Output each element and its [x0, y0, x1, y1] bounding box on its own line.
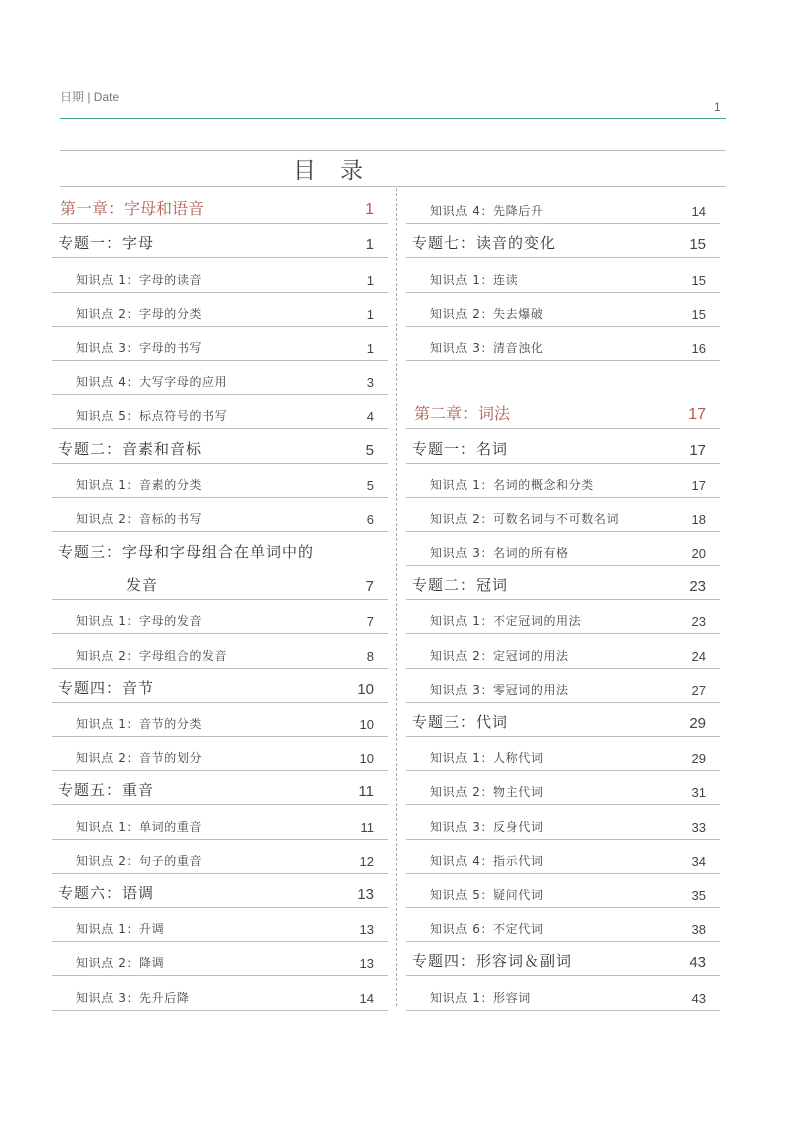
- toc-entry-text: 知识点 1：形容词: [430, 990, 531, 1005]
- toc-entry-point: [52, 805, 388, 839]
- toc-entry-text: 知识点 3：清音浊化: [430, 340, 544, 355]
- toc-entry-page: 15: [691, 272, 706, 288]
- toc-entry-point: [406, 771, 720, 805]
- toc-entry-text: 知识点 2：字母组合的发音: [76, 648, 228, 663]
- toc-entry-text: 知识点 2：可数名词与不可数名词: [430, 511, 620, 526]
- toc-entry-page: 3: [366, 375, 374, 391]
- toc-entry-page: 10: [359, 717, 374, 732]
- toc-entry-point: [52, 327, 388, 361]
- toc-entry-text: 知识点 1：连读: [430, 272, 519, 287]
- toc-entry-text: 第二章：词法: [414, 404, 511, 424]
- toc-entry-text: 知识点 1：音节的分类: [76, 717, 203, 731]
- toc-entry-page: 13: [359, 956, 374, 972]
- header-date-label: 日期 | Date: [60, 90, 120, 104]
- toc-entry-text: 发音: [126, 576, 159, 595]
- toc-entry-point: [52, 840, 388, 874]
- toc-entry-point: [406, 600, 720, 634]
- toc-entry-text: 知识点 3：名词的所有格: [430, 546, 569, 561]
- toc-entry-point: [52, 703, 388, 737]
- toc-title: 目录: [293, 158, 387, 184]
- toc-entry-topic: [52, 669, 388, 703]
- toc-entry-text: 知识点 1：不定冠词的用法: [430, 614, 582, 629]
- page-number: 1: [714, 100, 721, 114]
- toc-entry-text: 知识点 2：物主代词: [430, 785, 544, 800]
- toc-entry-page: 5: [366, 477, 374, 493]
- toc-top-rule: [60, 150, 726, 151]
- column-divider: [396, 188, 397, 1006]
- toc-entry-point: [52, 395, 388, 429]
- toc-entry-point: [406, 327, 720, 361]
- toc-entry-topic: [406, 224, 720, 258]
- toc-entry-page: 43: [689, 954, 706, 972]
- toc-title-rule: [60, 186, 726, 187]
- toc-entry-page: 4: [366, 409, 374, 425]
- toc-entry-text: 知识点 3：零冠词的用法: [430, 682, 569, 697]
- toc-entry-page: 11: [358, 783, 374, 801]
- toc-entry-page: 17: [688, 406, 706, 424]
- toc-entry-topic: [52, 874, 388, 908]
- toc-entry-point: [406, 805, 720, 839]
- toc-entry-page: 7: [365, 578, 374, 596]
- toc-entry-page: 20: [691, 546, 706, 562]
- toc-entry-text: 知识点 1：升调: [76, 922, 165, 937]
- toc-entry-page: 16: [691, 340, 706, 356]
- toc-entry-text: 专题二：冠词: [412, 576, 509, 595]
- toc-entry-topic: [52, 429, 388, 463]
- toc-entry-text: 第一章：字母和语音: [60, 199, 205, 219]
- toc-entry-page: 43: [691, 990, 706, 1006]
- toc-entry-point: [52, 361, 388, 395]
- toc-entry-page: 31: [691, 785, 706, 801]
- toc-entry-topic: [52, 532, 388, 566]
- toc-entry-chapter: [52, 190, 388, 224]
- toc-entry-page: 18: [691, 511, 706, 527]
- toc-entry-text: 专题三：代词: [412, 713, 509, 731]
- toc-entry-page: 13: [357, 885, 374, 903]
- toc-entry-page: 1: [366, 272, 374, 288]
- toc-entry-page: 27: [691, 682, 706, 698]
- toc-entry-text: 专题四：音节: [58, 678, 155, 697]
- toc-entry-point: [406, 258, 720, 292]
- toc-entry-topic: [406, 942, 720, 976]
- header-rule: [60, 118, 726, 119]
- toc-entry-page: 35: [691, 887, 706, 903]
- toc-entry-page: 1: [365, 201, 374, 219]
- toc-entry-text: 知识点 5：疑问代词: [430, 887, 544, 902]
- toc-entry-point: [52, 293, 388, 327]
- toc-entry-text: 知识点 4：先降后升: [430, 204, 544, 219]
- toc-entry-page: 10: [357, 680, 374, 698]
- toc-entry-point: [52, 737, 388, 771]
- toc-entry-topic: [52, 566, 388, 600]
- toc-entry-topic: [406, 703, 720, 737]
- toc-entry-point: [406, 669, 720, 703]
- toc-entry-text: 知识点 2：字母的分类: [76, 306, 203, 321]
- toc-entry-page: 23: [689, 578, 706, 596]
- toc-entry-point: [52, 976, 388, 1010]
- toc-entry-text: 知识点 2：失去爆破: [430, 306, 544, 321]
- toc-entry-point: [406, 874, 720, 908]
- toc-entry-text: 知识点 1：字母的发音: [76, 614, 203, 629]
- toc-entry-page: 14: [691, 204, 706, 220]
- toc-left-column: [52, 190, 388, 1011]
- toc-entry-chapter: [406, 395, 720, 429]
- toc-entry-point: [52, 258, 388, 292]
- toc-entry-point: [406, 976, 720, 1010]
- toc-entry-page: 13: [359, 922, 374, 938]
- toc-entry-text: 知识点 3：反身代词: [430, 819, 544, 834]
- toc-entry-page: 14: [359, 990, 374, 1006]
- toc-entry-topic: [406, 566, 720, 600]
- toc-entry-text: 专题七：读音的变化: [412, 234, 557, 253]
- toc-entry-text: 专题四：形容词＆副词: [412, 952, 573, 971]
- toc-entry-text: 专题一：字母: [58, 234, 155, 253]
- toc-entry-page: 7: [366, 614, 374, 630]
- toc-entry-text: 知识点 3：字母的书写: [76, 340, 203, 355]
- toc-entry-text: 知识点 1：音素的分类: [76, 477, 203, 492]
- toc-entry-page: 1: [366, 306, 374, 322]
- toc-entry-text: 知识点 4：指示代词: [430, 853, 544, 868]
- toc-entry-text: 知识点 2：音节的划分: [76, 751, 203, 766]
- toc-entry-text: 知识点 4：大写字母的应用: [76, 375, 228, 390]
- toc-entry-text: 知识点 2：音标的书写: [76, 511, 203, 526]
- toc-entry-point: [52, 498, 388, 532]
- toc-entry-text: 知识点 1：人称代词: [430, 751, 544, 766]
- toc-entry-text: 专题六：语调: [58, 883, 155, 902]
- toc-entry-page: 10: [359, 751, 374, 767]
- toc-entry-page: 15: [691, 306, 706, 322]
- toc-entry-point: [52, 908, 388, 942]
- toc-entry-text: 知识点 1：单词的重音: [76, 819, 203, 834]
- toc-entry-point: [52, 942, 388, 976]
- toc-entry-topic: [52, 224, 388, 258]
- toc-right-column: [406, 190, 720, 1011]
- toc-entry-text: 知识点 1：字母的读音: [76, 272, 203, 287]
- toc-entry-page: 1: [365, 236, 374, 254]
- toc-entry-point: [52, 464, 388, 498]
- toc-entry-page: 38: [691, 922, 706, 938]
- toc-entry-point: [406, 293, 720, 327]
- toc-entry-text: 知识点 3：先升后降: [76, 990, 190, 1005]
- toc-entry-spacer: [406, 361, 720, 395]
- toc-entry-point: [406, 908, 720, 942]
- toc-entry-text: 专题五：重音: [58, 781, 155, 800]
- toc-entry-text: 专题二：音素和音标: [58, 439, 203, 458]
- toc-entry-page: 11: [360, 819, 374, 835]
- toc-entry-page: 29: [691, 751, 706, 767]
- toc-entry-text: 知识点 2：降调: [76, 956, 165, 971]
- toc-entry-text: 知识点 1：名词的概念和分类: [430, 477, 594, 492]
- toc-entry-text: 知识点 2：定冠词的用法: [430, 648, 569, 663]
- toc-entry-point: [406, 190, 720, 224]
- toc-entry-point: [406, 464, 720, 498]
- toc-entry-page: 17: [689, 441, 706, 459]
- toc-entry-text: 知识点 2：句子的重音: [76, 853, 203, 868]
- toc-entry-point: [406, 498, 720, 532]
- toc-entry-text: 专题一：名词: [412, 439, 509, 458]
- toc-entry-page: 5: [365, 441, 374, 459]
- toc-entry-point: [406, 634, 720, 668]
- toc-entry-text: 知识点 5：标点符号的书写: [76, 409, 228, 424]
- toc-entry-point: [406, 840, 720, 874]
- toc-entry-point: [406, 737, 720, 771]
- toc-entry-page: 15: [689, 236, 706, 254]
- toc-entry-page: 24: [691, 648, 706, 664]
- toc-entry-topic: [406, 429, 720, 463]
- toc-entry-page: 12: [359, 853, 374, 869]
- toc-entry-text: 知识点 6：不定代词: [430, 922, 544, 937]
- toc-entry-point: [52, 600, 388, 634]
- toc-entry-page: 34: [691, 853, 706, 869]
- toc-entry-text: 专题三：字母和字母组合在单词中的: [58, 543, 315, 562]
- toc-entry-page: 33: [691, 819, 706, 835]
- toc-entry-topic: [52, 771, 388, 805]
- toc-entry-point: [406, 532, 720, 566]
- toc-entry-page: 17: [691, 477, 706, 493]
- toc-entry-page: 29: [689, 715, 706, 732]
- toc-entry-page: 6: [366, 511, 374, 527]
- toc-entry-point: [52, 634, 388, 668]
- toc-entry-page: 8: [366, 648, 374, 664]
- toc-entry-page: 1: [366, 340, 374, 356]
- toc-entry-page: 23: [691, 614, 706, 630]
